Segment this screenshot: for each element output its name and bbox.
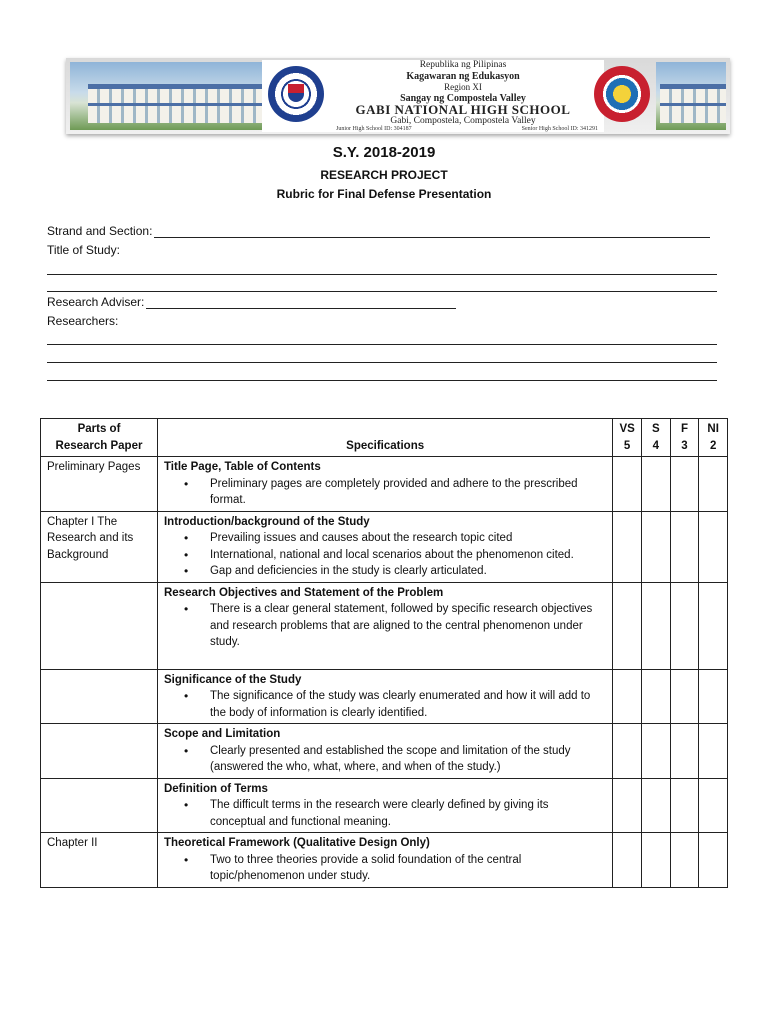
part-cell <box>41 724 158 779</box>
school-year-title: S.Y. 2018-2019 <box>332 144 436 161</box>
score-cell-ni[interactable] <box>699 669 728 724</box>
score-cell-ni[interactable] <box>699 582 728 669</box>
spec-cell <box>157 511 612 582</box>
strand-section-label: Strand and Section: <box>47 224 153 238</box>
score-code: F <box>680 423 688 435</box>
researchers-field <box>47 314 118 328</box>
school-seal-icon <box>594 66 650 122</box>
spec-bullet: • Gap and deficiencies in the study is clearly articulated. <box>164 563 606 580</box>
title-blank-line-2[interactable] <box>47 291 717 292</box>
spec-heading: Significance of the Study <box>163 673 302 686</box>
spec-bullet: • International, national and local scenarios about the phenomenon cited. <box>164 547 606 564</box>
score-code: S <box>651 423 660 435</box>
school-building-photo <box>70 62 278 130</box>
project-title: RESEARCH PROJECT <box>320 168 448 182</box>
score-cell-f[interactable] <box>670 669 699 724</box>
spec-bullet: • Preliminary pages are completely provided and adhere to the prescribed format. <box>164 476 606 509</box>
research-adviser-blank[interactable] <box>146 296 456 309</box>
letterhead-text <box>328 60 598 127</box>
spec-heading: Title Page, Table of Contents <box>163 461 321 473</box>
spec-bullet: • Two to three theories provide a solid foundation of the central topic/phenomenon under study. <box>164 852 606 885</box>
score-points: 4 <box>652 439 659 452</box>
title-blank-line-1[interactable] <box>47 274 717 275</box>
letterhead-republic: Republika ng Pilipinas <box>419 60 507 70</box>
header-score-vs <box>613 419 642 457</box>
title-of-study-field <box>47 243 120 257</box>
header-score-ni <box>699 419 728 457</box>
score-code: NI <box>707 423 719 435</box>
building-icon <box>88 84 278 123</box>
score-cell-ni[interactable] <box>699 778 728 833</box>
spec-cell <box>157 582 612 669</box>
header-score-f <box>670 419 699 457</box>
table-row <box>41 457 728 512</box>
table-row <box>41 669 728 724</box>
letterhead-school-name: GABI NATIONAL HIGH SCHOOL <box>355 102 571 117</box>
header-parts <box>41 419 158 457</box>
header-banner <box>66 58 730 134</box>
header-parts-line1: Parts of <box>77 423 121 435</box>
jhs-id: Junior High School ID: 304187 <box>336 126 412 132</box>
spec-heading: Introduction/background of the Study <box>163 515 370 528</box>
spec-bullet: • The difficult terms in the research were clearly defined by giving its conceptual and functional meaning. <box>164 797 606 830</box>
score-points: 3 <box>681 439 688 452</box>
score-cell-f[interactable] <box>670 833 699 888</box>
score-cell-vs[interactable] <box>613 457 642 512</box>
research-adviser-label: Research Adviser: <box>47 295 145 309</box>
spec-heading: Research Objectives and Statement of the Problem <box>163 586 444 599</box>
score-cell-vs[interactable] <box>613 669 642 724</box>
score-cell-vs[interactable] <box>613 778 642 833</box>
spec-cell <box>157 778 612 833</box>
part-cell: Chapter I The Research and its Background <box>41 511 158 582</box>
table-row <box>41 833 728 888</box>
score-cell-ni[interactable] <box>699 457 728 512</box>
score-cell-f[interactable] <box>670 511 699 582</box>
part-cell <box>41 669 158 724</box>
table-header-row <box>41 419 728 457</box>
letterhead-department: Kagawaran ng Edukasyon <box>406 71 520 82</box>
deped-seal-icon <box>268 66 324 122</box>
spec-heading: Scope and Limitation <box>163 728 281 740</box>
shs-id: Senior High School ID: 341291 <box>521 126 598 132</box>
school-building-photo-right <box>656 62 726 130</box>
score-code: VS <box>619 423 635 435</box>
score-cell-f[interactable] <box>670 724 699 779</box>
strand-section-field <box>47 224 710 238</box>
spec-bullet: • There is a clear general statement, followed by specific research objectives and research problems that are aligned to the central phenomenon under study. <box>164 601 606 651</box>
spec-bullet: • Clearly presented and established the scope and limitation of the study (answered the who, what, where, and when of the study.) <box>164 743 606 776</box>
researchers-blank-line-2[interactable] <box>47 362 717 363</box>
researchers-blank-line-3[interactable] <box>47 380 717 381</box>
spec-cell <box>157 833 612 888</box>
table-row <box>41 511 728 582</box>
rubric-table <box>40 418 728 888</box>
title-of-study-label: Title of Study: <box>47 243 120 257</box>
building-icon-right <box>660 84 726 123</box>
score-points: 5 <box>623 439 631 452</box>
part-cell: Chapter II <box>41 833 158 888</box>
score-cell-s[interactable] <box>641 669 670 724</box>
school-ids <box>336 126 598 132</box>
researchers-label: Researchers: <box>47 314 119 328</box>
score-cell-vs[interactable] <box>613 511 642 582</box>
part-cell <box>41 778 158 833</box>
score-cell-ni[interactable] <box>699 511 728 582</box>
researchers-blank-line-1[interactable] <box>47 344 717 345</box>
score-cell-vs[interactable] <box>613 582 642 669</box>
part-cell: Preliminary Pages <box>41 457 158 512</box>
score-points: 2 <box>709 439 717 452</box>
score-cell-s[interactable] <box>641 833 670 888</box>
table-row <box>41 778 728 833</box>
table-row <box>41 724 728 779</box>
score-cell-vs[interactable] <box>613 724 642 779</box>
header-score-s <box>641 419 670 457</box>
letterhead-address: Gabi, Compostela, Compostela Valley <box>390 116 536 126</box>
score-cell-s[interactable] <box>641 778 670 833</box>
letterhead-region: Region XI <box>444 82 482 92</box>
spec-cell <box>157 457 612 512</box>
score-cell-s[interactable] <box>641 724 670 779</box>
spec-heading: Theoretical Framework (Qualitative Design Only) <box>163 837 430 849</box>
header-parts-line2: Research Paper <box>55 439 143 452</box>
spec-cell <box>157 724 612 779</box>
spec-heading: Definition of Terms <box>163 782 268 795</box>
part-cell <box>41 582 158 669</box>
score-cell-s[interactable] <box>641 582 670 669</box>
header-specifications: Specifications <box>157 419 612 457</box>
strand-section-blank[interactable] <box>154 225 710 238</box>
rubric-title: Rubric for Final Defense Presentation <box>276 187 492 201</box>
score-cell-vs[interactable] <box>613 833 642 888</box>
letterhead-division: Sangay ng Compostela Valley <box>400 93 526 104</box>
score-cell-ni[interactable] <box>699 724 728 779</box>
spec-cell <box>157 669 612 724</box>
score-cell-f[interactable] <box>670 582 699 669</box>
spec-bullet: • Prevailing issues and causes about the research topic cited <box>164 530 606 547</box>
score-cell-s[interactable] <box>641 511 670 582</box>
score-cell-ni[interactable] <box>699 833 728 888</box>
score-cell-f[interactable] <box>670 457 699 512</box>
research-adviser-field <box>47 295 456 309</box>
score-cell-f[interactable] <box>670 778 699 833</box>
score-cell-s[interactable] <box>641 457 670 512</box>
table-row <box>41 582 728 669</box>
spec-bullet: • The significance of the study was clearly enumerated and how it will add to the body of information is clearly identified. <box>164 688 606 721</box>
